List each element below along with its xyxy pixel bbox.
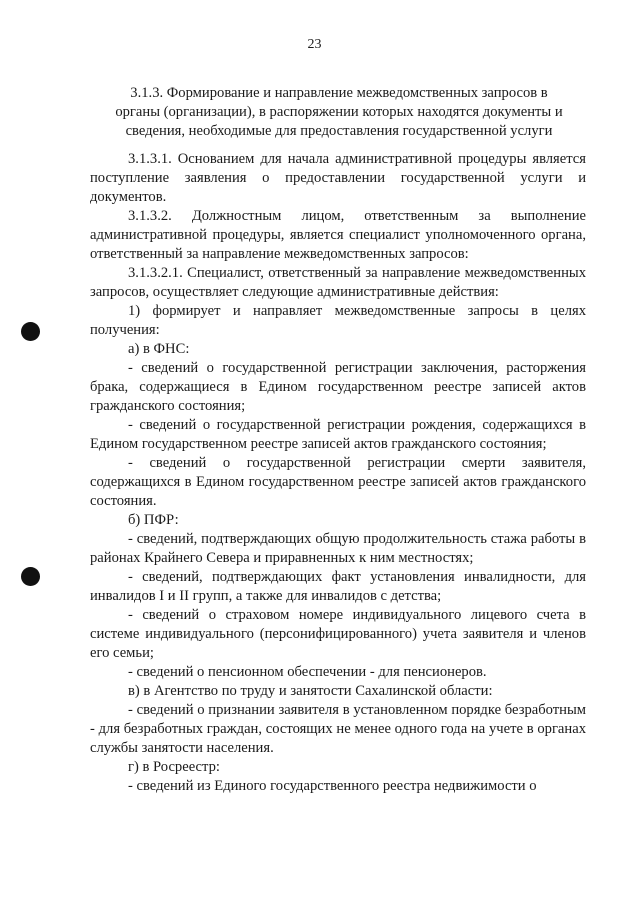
paragraph-pfr-disability: - сведений, подтверждающих факт установления инвалидности, для инвалидов I и II групп, а также для инвалидов с детства; <box>90 569 586 604</box>
paragraph-employment-agency-header: в) в Агентство по труду и занятости Сахалинской области: <box>128 683 493 699</box>
paragraph-pfr-seniority: - сведений, подтверждающих общую продолжительность стажа работы в районах Крайнего Севера и приравненных к ним местностях; <box>90 531 586 566</box>
paragraph-fns-marriage: - сведений о государственной регистрации заключения, расторжения брака, содержащиеся в Едином государственном реестре записей актов гражданского состояния; <box>90 360 586 414</box>
paragraph-specialist-actions: 3.1.3.2.1. Специалист, ответственный за направление межведомственных запросов, осуществляет следующие административные действия: <box>90 265 586 300</box>
binder-hole-bottom <box>21 567 40 586</box>
paragraph-employment-unemployed: - сведений о признании заявителя в установленном порядке безработным - для безработных граждан, состоящих не менее одного года на учете в органах службы занятости населения. <box>90 702 586 756</box>
paragraph-fns-death: - сведений о государственной регистрации смерти заявителя, содержащихся в Едином государственном реестре записей актов гражданского состояния. <box>90 455 586 509</box>
paragraph-fns-header: а) в ФНС: <box>128 341 190 357</box>
binder-hole-top <box>21 322 40 341</box>
page-number: 23 <box>307 37 322 52</box>
document-body <box>90 150 586 796</box>
paragraph-rosreestr-egrn: - сведений из Единого государственного реестра недвижимости о <box>128 778 537 794</box>
paragraph-item-1: 1) формирует и направляет межведомственные запросы в целях получения: <box>90 303 586 338</box>
paragraph-fns-birth: - сведений о государственной регистрации рождения, содержащихся в Едином государственном реестре записей актов гражданского состояния; <box>90 417 586 452</box>
paragraph-pfr-snils: - сведений о страховом номере индивидуального лицевого счета в системе индивидуального (персонифицированного) учета заявителя и членов его семьи; <box>90 607 586 661</box>
paragraph-rosreestr-header: г) в Росреестр: <box>128 759 220 775</box>
paragraph-basis: 3.1.3.1. Основанием для начала административной процедуры является поступление заявления о предоставлении государственной услуги и документов. <box>90 151 586 205</box>
paragraph-responsible-official: 3.1.3.2. Должностным лицом, ответственным за выполнение административной процедуры, является специалист уполномоченного органа, ответственный за направление межведомственных запросов: <box>90 208 586 262</box>
paragraph-pfr-pension: - сведений о пенсионном обеспечении - для пенсионеров. <box>128 664 487 680</box>
section-heading: 3.1.3. Формирование и направление межведомственных запросов в органы (организации), в распоряжении которых находятся документы и сведения, необходимые для предоставления государственной услуги <box>115 85 563 139</box>
paragraph-pfr-header: б) ПФР: <box>128 512 179 528</box>
